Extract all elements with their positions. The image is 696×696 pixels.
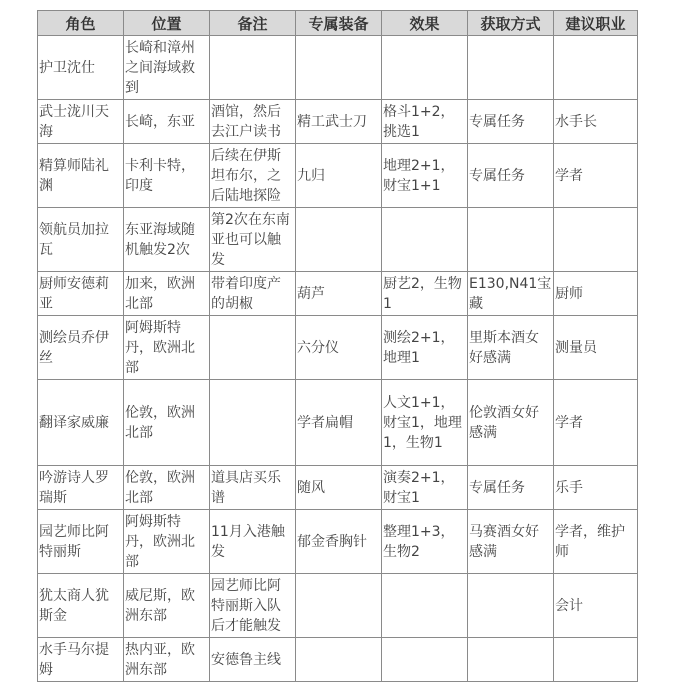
table-cell: 马赛酒女好感满 (468, 510, 554, 574)
table-row (38, 144, 638, 208)
table-cell: 园艺师比阿特丽斯入队后才能触发 (210, 574, 296, 638)
table-cell: 伦敦，欧洲北部 (124, 466, 210, 510)
table-cell: 带着印度产的胡椒 (210, 272, 296, 316)
table-cell: 厨师 (554, 272, 638, 316)
table-cell: 翻译家威廉 (38, 380, 124, 466)
table-cell: 加来，欧洲北部 (124, 272, 210, 316)
table-cell: 学者，维护师 (554, 510, 638, 574)
header-acquire-method: 获取方式 (468, 11, 554, 36)
table-cell: 专属任务 (468, 466, 554, 510)
header-location: 位置 (124, 11, 210, 36)
table-cell: 阿姆斯特丹，欧洲北部 (124, 510, 210, 574)
table-cell (210, 36, 296, 100)
table-cell: 乐手 (554, 466, 638, 510)
table-cell: 阿姆斯特丹，欧洲北部 (124, 316, 210, 380)
table-cell: 卡利卡特，印度 (124, 144, 210, 208)
table-cell: 格斗1+2，挑选1 (382, 100, 468, 144)
table-header-row (38, 11, 638, 36)
table-cell (468, 208, 554, 272)
table-cell (554, 208, 638, 272)
table-cell: 水手长 (554, 100, 638, 144)
header-equipment: 专属装备 (296, 11, 382, 36)
table-cell: 园艺师比阿特丽斯 (38, 510, 124, 574)
table-cell: 长崎和漳州之间海域救到 (124, 36, 210, 100)
table-cell: 随风 (296, 466, 382, 510)
table-cell (382, 36, 468, 100)
table-row (38, 36, 638, 100)
header-note: 备注 (210, 11, 296, 36)
table-cell: 学者 (554, 144, 638, 208)
table-cell: 六分仪 (296, 316, 382, 380)
table-cell (382, 208, 468, 272)
header-role: 角色 (38, 11, 124, 36)
table-cell: 后续在伊斯坦布尔，之后陆地探险 (210, 144, 296, 208)
table-cell: 护卫沈仕 (38, 36, 124, 100)
table-row (38, 100, 638, 144)
table-cell: 测量员 (554, 316, 638, 380)
table-cell: 人文1+1，财宝1，地理1，生物1 (382, 380, 468, 466)
table-cell: 厨师安德莉亚 (38, 272, 124, 316)
table-cell: 厨艺2，生物1 (382, 272, 468, 316)
table-cell: 犹太商人犹斯金 (38, 574, 124, 638)
table-cell (382, 574, 468, 638)
table-cell: 学者 (554, 380, 638, 466)
table-cell: 第2次在东南亚也可以触发 (210, 208, 296, 272)
header-effect: 效果 (382, 11, 468, 36)
table-row (38, 208, 638, 272)
table-cell (296, 638, 382, 682)
table-cell: 武士泷川天海 (38, 100, 124, 144)
table-row (38, 466, 638, 510)
table-cell (468, 36, 554, 100)
table-cell: 地理2+1，财宝1+1 (382, 144, 468, 208)
table-cell: 精工武士刀 (296, 100, 382, 144)
header-suggested-job: 建议职业 (554, 11, 638, 36)
table-cell (296, 208, 382, 272)
table-cell: 水手马尔提姆 (38, 638, 124, 682)
table-cell: 学者扁帽 (296, 380, 382, 466)
table-cell: 长崎，东亚 (124, 100, 210, 144)
table-cell (210, 380, 296, 466)
table-cell: 伦敦，欧洲北部 (124, 380, 210, 466)
table-cell (554, 36, 638, 100)
table-cell (382, 638, 468, 682)
table-cell (554, 638, 638, 682)
table-cell (468, 638, 554, 682)
table-cell: 专属任务 (468, 144, 554, 208)
table-cell: 威尼斯，欧洲东部 (124, 574, 210, 638)
table-cell: 演奏2+1，财宝1 (382, 466, 468, 510)
table-row (38, 316, 638, 380)
table-cell: 11月入港触发 (210, 510, 296, 574)
table-cell (210, 316, 296, 380)
character-table-container (37, 10, 637, 682)
table-row (38, 380, 638, 466)
table-cell (296, 36, 382, 100)
character-table (37, 10, 638, 682)
table-cell: 伦敦酒女好感满 (468, 380, 554, 466)
table-cell: 里斯本酒女好感满 (468, 316, 554, 380)
table-cell (296, 574, 382, 638)
table-row (38, 574, 638, 638)
table-cell: 热内亚，欧洲东部 (124, 638, 210, 682)
table-cell: 道具店买乐谱 (210, 466, 296, 510)
table-cell: 测绘员乔伊丝 (38, 316, 124, 380)
table-cell (468, 574, 554, 638)
table-cell: 专属任务 (468, 100, 554, 144)
table-cell: 安德鲁主线 (210, 638, 296, 682)
table-cell: 测绘2+1，地理1 (382, 316, 468, 380)
table-row (38, 510, 638, 574)
table-cell: 吟游诗人罗瑞斯 (38, 466, 124, 510)
table-cell: 酒馆，然后去江户读书 (210, 100, 296, 144)
table-cell: 会计 (554, 574, 638, 638)
table-cell: 整理1+3，生物2 (382, 510, 468, 574)
table-cell: 郁金香胸针 (296, 510, 382, 574)
table-cell: 葫芦 (296, 272, 382, 316)
table-cell: 东亚海域随机触发2次 (124, 208, 210, 272)
table-cell: E130,N41宝藏 (468, 272, 554, 316)
table-row (38, 272, 638, 316)
table-cell: 精算师陆礼渊 (38, 144, 124, 208)
table-row (38, 638, 638, 682)
table-cell: 九归 (296, 144, 382, 208)
table-cell: 领航员加拉瓦 (38, 208, 124, 272)
